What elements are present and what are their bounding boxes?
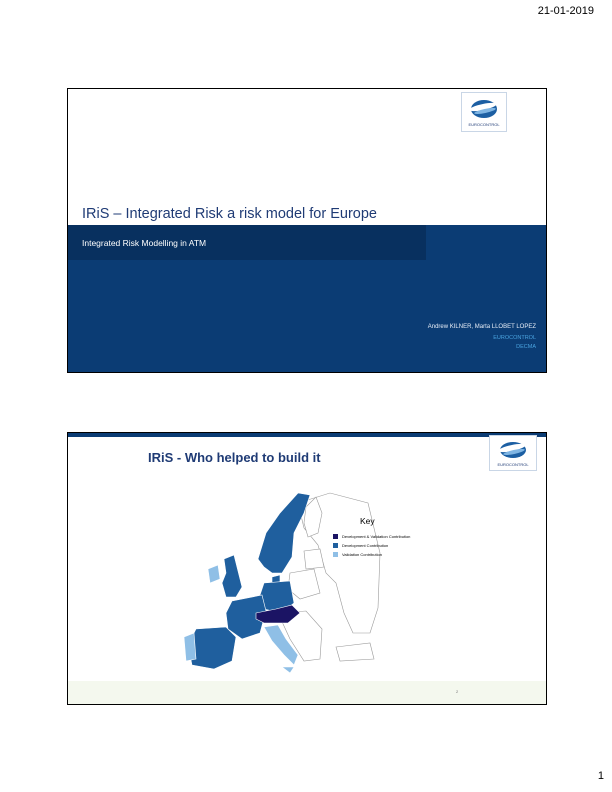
map-ireland: [208, 565, 220, 583]
key-item-val: [333, 552, 382, 557]
key-label-dev: Development Contribution: [342, 543, 389, 548]
eurocontrol-logo-icon: [462, 93, 506, 131]
page-number: 1: [597, 770, 604, 782]
map-norway-sweden: [258, 493, 310, 573]
key-swatch-val: [333, 552, 338, 557]
key-title: Key: [360, 516, 375, 526]
slide-2-footer: [68, 681, 546, 704]
map-poland: [288, 569, 320, 599]
eurocontrol-logo: [461, 92, 507, 132]
map-portugal: [184, 633, 196, 661]
slide-2-title: IRiS - Who helped to build it: [148, 450, 321, 465]
slide-1-organization: EUROCONTROL: [493, 335, 536, 341]
slide-1-department: DECMA: [516, 344, 536, 350]
key-label-val: Validation Contribution: [342, 552, 382, 557]
slide-1-authors: Andrew KILNER, Marta LLOBET LOPEZ: [427, 324, 536, 330]
slide-2-number: 2: [456, 689, 459, 694]
svg-text:EUROCONTROL: EUROCONTROL: [468, 122, 500, 127]
svg-text:EUROCONTROL: EUROCONTROL: [497, 462, 529, 467]
slide-2: [67, 432, 547, 705]
print-date: 21-01-2019: [537, 5, 594, 17]
key-item-dev: [333, 543, 388, 548]
key-label-dev-val: Development & Validation Contribution: [342, 534, 411, 539]
map-uk: [222, 555, 242, 597]
map-turkey: [336, 643, 374, 661]
slide-1-subtitle: Integrated Risk Modelling in ATM: [82, 238, 207, 248]
map-sicily: [282, 667, 294, 673]
slide-1: [67, 88, 547, 373]
europe-contribution-map: [68, 433, 546, 681]
key-swatch-dev: [333, 543, 338, 548]
key-item-dev-val: [333, 534, 410, 539]
key-swatch-dev-val: [333, 534, 338, 539]
slide-1-title: IRiS – Integrated Risk a risk model for Europe: [82, 206, 377, 222]
